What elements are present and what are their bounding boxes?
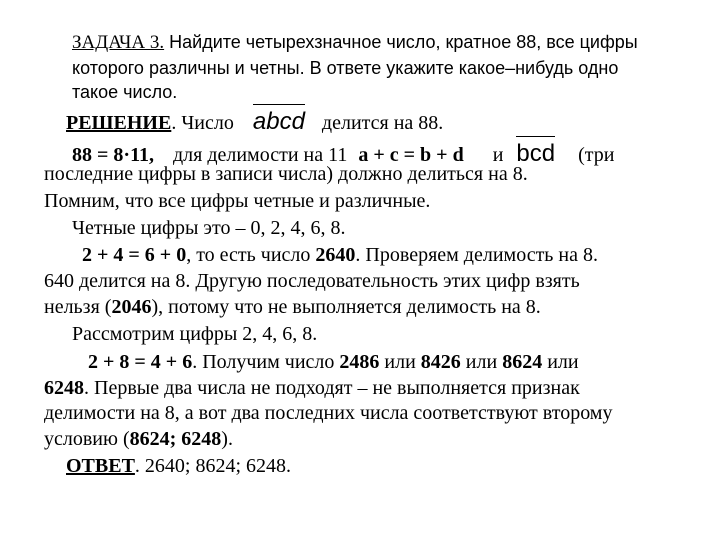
overline-abcd: abcd: [252, 108, 305, 135]
solution-line-1: РЕШЕНИЕ. Число abcd делится на 88.: [66, 108, 444, 135]
solution-line-8: нельзя (2046), потому что не выполняется делимость на 8.: [44, 296, 541, 318]
solution-line-4: Помним, что все цифры четные и различные.: [44, 190, 431, 212]
solution-line-3: последние цифры в записи числа) должно делиться на 8.: [44, 163, 528, 185]
task-line-2: которого различны и четны. В ответе укажите какое–нибудь одно: [72, 58, 619, 78]
solution-line-12: делимости на 8, а вот два последних числа соответствуют второму: [44, 402, 613, 424]
solution-line-2: 88 = 8·11, для делимости на 11 a + c = b + d и bcd (три: [72, 140, 615, 167]
solution-line-5: Четные цифры это – 0, 2, 4, 6, 8.: [72, 217, 346, 239]
task-line-3: такое число.: [72, 82, 178, 102]
solution-line-7: 640 делится на 8. Другую последовательность этих цифр взять: [44, 270, 580, 292]
task-line-1: [72, 31, 638, 54]
solution-line-11: 6248. Первые два числа не подходят – не выполняется признак: [44, 377, 580, 399]
answer-line: [66, 454, 291, 478]
answer-value: . 2640; 8624; 6248.: [134, 455, 292, 477]
answer-label: ОТВЕТ: [66, 455, 135, 477]
solution-line-6: 2 + 4 = 6 + 0, то есть число 2640. Проверяем делимость на 8.: [82, 244, 599, 266]
solution-line-9: Рассмотрим цифры 2, 4, 6, 8.: [72, 323, 318, 345]
task-text-1: Найдите четырехзначное число, кратное 88, все цифры: [169, 32, 638, 52]
solution-line-10: 2 + 8 = 4 + 6. Получим число 2486 или 8426 или 8624 или: [88, 351, 579, 373]
task-label: ЗАДАЧА 3.: [72, 32, 165, 53]
overline-bcd: bcd: [516, 140, 556, 167]
solution-label: РЕШЕНИЕ: [66, 112, 172, 134]
solution-line-13: условию (8624; 6248).: [44, 428, 233, 450]
